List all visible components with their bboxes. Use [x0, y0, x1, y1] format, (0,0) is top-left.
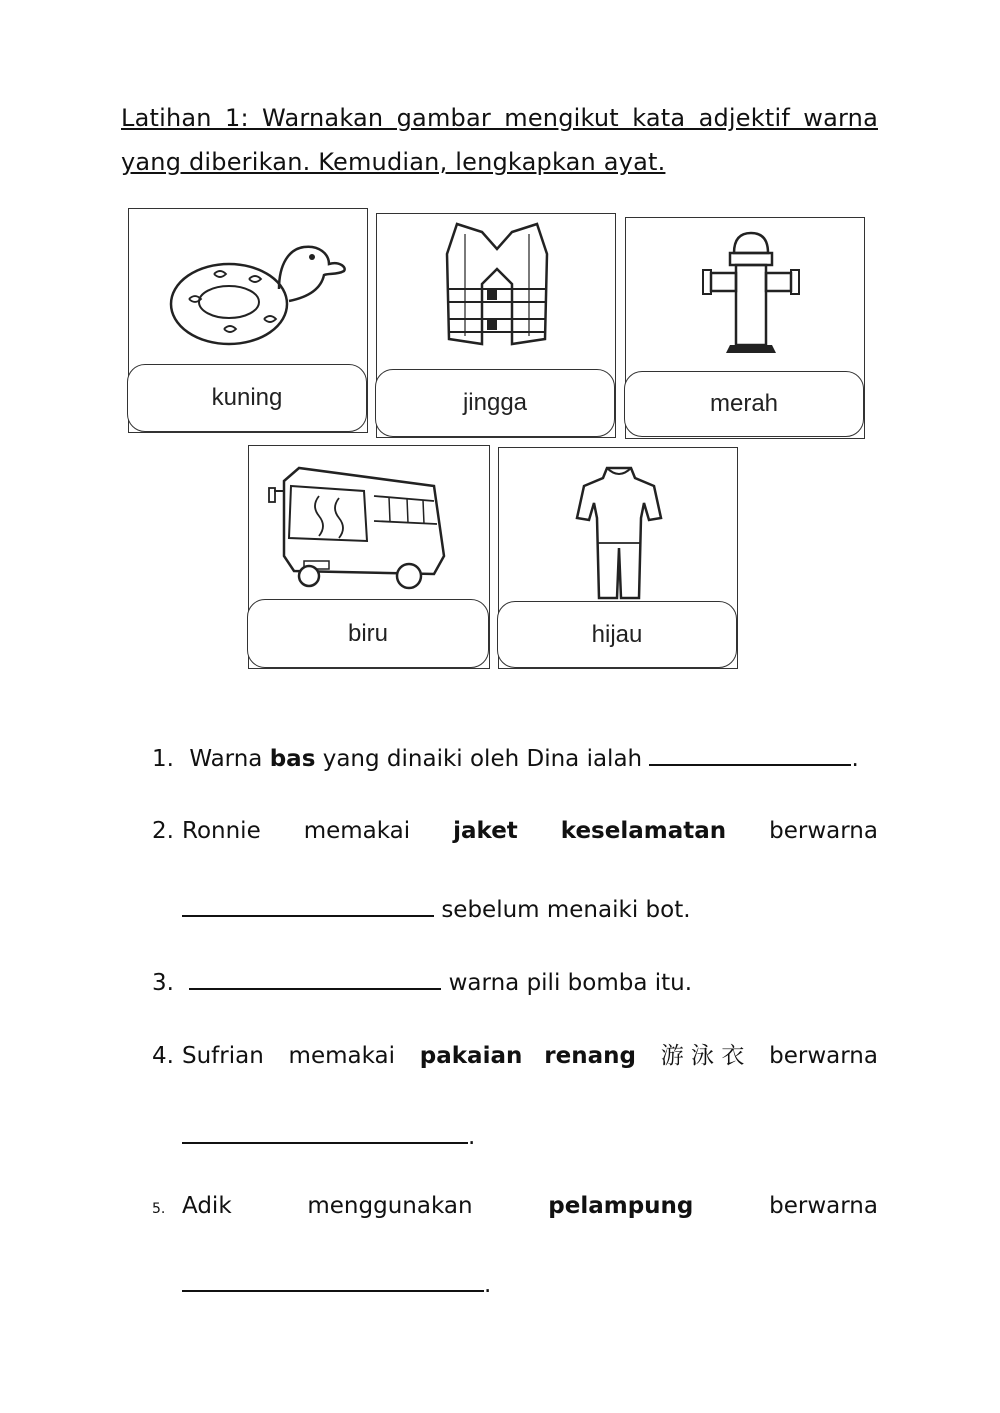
question-4 — [152, 1041, 878, 1071]
keyword: pakaian — [419, 1043, 523, 1069]
swimsuit-icon — [499, 448, 739, 608]
question-text: yang dinaiki oleh Dina ialah — [322, 746, 643, 772]
card-merah[interactable] — [625, 217, 865, 439]
question-3 — [152, 966, 878, 998]
fire-hydrant-icon — [626, 218, 866, 378]
question-text: sebelum menaiki bot. — [441, 897, 691, 923]
question-text: warna pili bomba itu. — [448, 970, 693, 996]
card-biru[interactable] — [248, 445, 490, 669]
question-5 — [152, 1191, 878, 1224]
question-1 — [152, 742, 878, 774]
question-text: memakai — [303, 818, 411, 844]
keyword: bas — [269, 746, 316, 772]
question-text: berwarna — [769, 818, 878, 844]
answer-blank[interactable] — [189, 966, 441, 990]
swim-ring-duck-icon — [129, 209, 369, 369]
period: . — [484, 1272, 492, 1298]
question-number: 4. — [152, 1043, 174, 1069]
question-5-line2 — [182, 1268, 491, 1300]
keyword: pelampung — [548, 1193, 694, 1219]
answer-blank[interactable] — [182, 1268, 484, 1292]
keyword: keselamatan — [560, 818, 727, 844]
question-text: Sufrian — [182, 1043, 264, 1069]
question-text: menggunakan — [307, 1193, 473, 1219]
life-jacket-icon — [377, 214, 617, 374]
card-hijau[interactable] — [498, 447, 738, 669]
card-label: jingga — [375, 369, 615, 437]
question-text: memakai — [288, 1043, 396, 1069]
question-text: Adik — [182, 1193, 232, 1219]
answer-blank[interactable] — [182, 893, 434, 917]
period: . — [468, 1124, 476, 1150]
question-number: 5. — [152, 1201, 166, 1217]
question-number: 2. — [152, 818, 174, 844]
card-label: merah — [624, 371, 864, 437]
card-label: kuning — [127, 364, 367, 432]
answer-blank[interactable] — [649, 742, 851, 766]
question-text: berwarna — [769, 1193, 878, 1219]
card-label: biru — [247, 599, 489, 668]
instructions-title: Latihan 1: Warnakan gambar mengikut kata adjektif warna yang diberikan. Kemudian, lengkapkan ayat. — [121, 104, 878, 176]
question-number: 1. — [152, 746, 174, 772]
keyword: jaket — [453, 818, 518, 844]
card-jingga[interactable] — [376, 213, 616, 438]
question-text: Ronnie — [182, 818, 261, 844]
keyword: renang — [544, 1043, 636, 1069]
card-kuning[interactable] — [128, 208, 368, 433]
question-number: 3. — [152, 970, 174, 996]
period: . — [851, 746, 859, 772]
question-4-line2 — [182, 1120, 475, 1152]
question-2-line2 — [182, 893, 691, 925]
bus-icon — [249, 446, 491, 606]
question-2 — [152, 816, 878, 846]
question-text: Warna — [189, 746, 263, 772]
card-label: hijau — [497, 601, 737, 668]
question-text: berwarna — [769, 1043, 878, 1069]
answer-blank[interactable] — [182, 1120, 468, 1144]
chinese-translation: 游 泳 衣 — [660, 1043, 745, 1069]
